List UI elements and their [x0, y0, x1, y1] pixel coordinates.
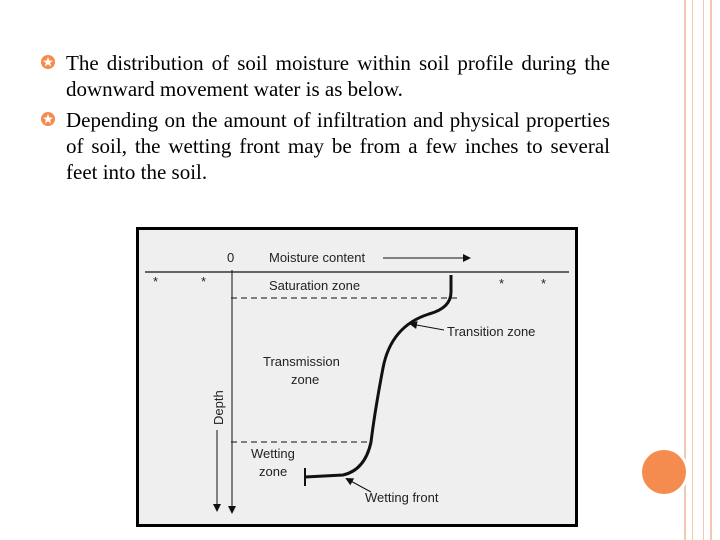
- surface-marker: *: [153, 274, 159, 289]
- wetting-front-label: Wetting front: [365, 490, 439, 505]
- moisture-profile-curve: [305, 275, 451, 477]
- soil-moisture-diagram: [136, 227, 578, 527]
- bullet-text: Depending on the amount of infiltration and physical properties of soil, the wetting front may be from a few inches to several feet into the soil.: [66, 108, 610, 184]
- wetting-zone-label-line2: zone: [259, 464, 288, 479]
- bullet-text: The distribution of soil moisture within soil profile during the downward movement water is as below.: [66, 51, 610, 101]
- bullet-list: [40, 50, 610, 190]
- bullet-item: [40, 50, 610, 102]
- saturation-zone-label: Saturation zone: [269, 278, 361, 293]
- bullet-icon: [40, 50, 66, 75]
- depth-label: Depth: [211, 390, 226, 425]
- decorative-circle: [642, 450, 686, 494]
- surface-marker: *: [201, 274, 207, 289]
- bullet-item: [40, 107, 610, 185]
- wetting-zone-label-line1: Wetting: [251, 446, 295, 461]
- surface-marker: *: [499, 276, 505, 291]
- transition-zone-label: Transition zone: [447, 324, 536, 339]
- bullet-icon: [40, 107, 66, 132]
- transition-arrow: [411, 324, 444, 330]
- moisture-content-label: Moisture content: [269, 250, 366, 265]
- diagram-svg: [139, 230, 575, 524]
- axis-zero-label: 0: [227, 250, 235, 265]
- transmission-zone-label-line1: Transmission: [263, 354, 340, 369]
- slide-border-decoration: [684, 0, 712, 540]
- transmission-zone-label-line2: zone: [291, 372, 320, 387]
- surface-marker: *: [541, 276, 547, 291]
